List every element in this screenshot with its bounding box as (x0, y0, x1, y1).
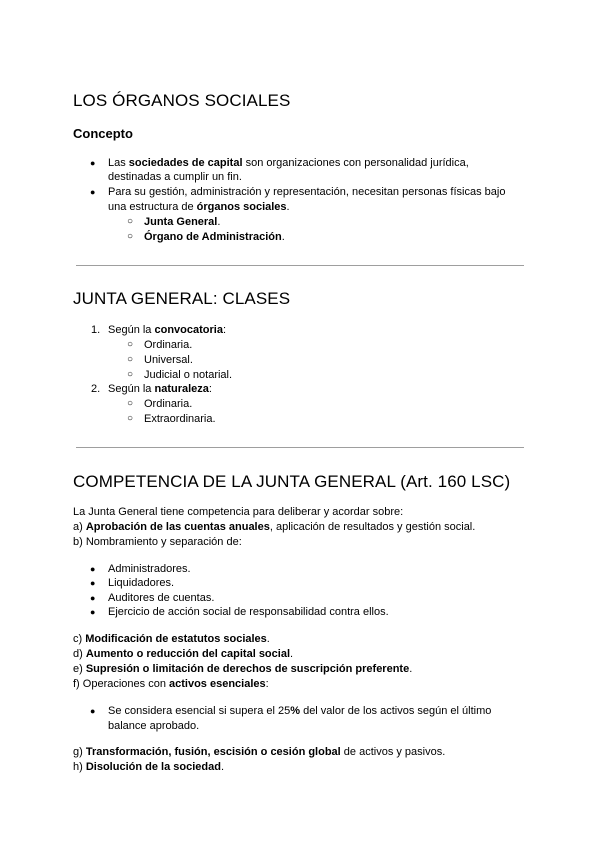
circle-bullet-icon: ○ (127, 216, 134, 227)
list-number: 1. (91, 324, 101, 336)
bullet-icon: ● (90, 158, 96, 168)
list-item: Auditores de cuentas. (108, 592, 215, 604)
horizontal-rule (76, 447, 524, 448)
list-item: Ejercicio de acción social de responsabilidad contra ellos. (108, 606, 389, 618)
sub-list-item: Ordinaria. (144, 398, 193, 410)
circle-bullet-icon: ○ (127, 369, 134, 380)
sub-list-item: Extraordinaria. (144, 413, 216, 425)
bullet-icon: ● (90, 578, 96, 588)
horizontal-rule (76, 265, 524, 266)
sub-list-item: Universal. (144, 354, 193, 366)
paragraph-item-d: d) Aumento o reducción del capital social. (73, 648, 294, 660)
bullet-icon: ● (90, 187, 96, 197)
paragraph-intro: La Junta General tiene competencia para deliberar y acordar sobre: (73, 506, 404, 518)
circle-bullet-icon: ○ (127, 231, 134, 242)
list-item: Se considera esencial si supera el 25% del valor de los activos según el último (108, 705, 492, 717)
circle-bullet-icon: ○ (127, 398, 134, 409)
list-item-continuation: una estructura de órganos sociales. (108, 201, 290, 213)
heading-organos-sociales: LOS ÓRGANOS SOCIALES (73, 91, 291, 110)
heading-competencia-junta-general: COMPETENCIA DE LA JUNTA GENERAL (Art. 160 LSC) (73, 472, 511, 491)
list-item: Según la naturaleza: (108, 383, 212, 395)
bullet-icon: ● (90, 564, 96, 574)
circle-bullet-icon: ○ (127, 339, 134, 350)
list-item: Liquidadores. (108, 577, 175, 589)
circle-bullet-icon: ○ (127, 413, 134, 424)
subheading-concepto: Concepto (73, 126, 133, 141)
list-item: Según la convocatoria: (108, 324, 227, 336)
sub-list-item: Ordinaria. (144, 339, 193, 351)
paragraph-item-a: a) Aprobación de las cuentas anuales, aplicación de resultados y gestión social. (73, 521, 476, 533)
list-item-continuation: balance aprobado. (108, 720, 200, 732)
paragraph-item-b: b) Nombramiento y separación de: (73, 536, 242, 548)
paragraph-item-f: f) Operaciones con activos esenciales: (73, 678, 269, 690)
sub-list-item: Judicial o notarial. (144, 369, 233, 381)
paragraph-item-e: e) Supresión o limitación de derechos de suscripción preferente. (73, 663, 413, 675)
paragraph-item-h: h) Disolución de la sociedad. (73, 761, 224, 773)
sub-list-item: Órgano de Administración. (144, 231, 285, 243)
list-item-continuation: destinadas a cumplir un fin. (108, 171, 242, 183)
list-item: Para su gestión, administración y representación, necesitan personas físicas bajo (108, 186, 506, 198)
bullet-icon: ● (90, 607, 96, 617)
bullet-icon: ● (90, 593, 96, 603)
heading-junta-general-clases: JUNTA GENERAL: CLASES (73, 289, 291, 308)
paragraph-item-g: g) Transformación, fusión, escisión o cesión global de activos y pasivos. (73, 746, 446, 758)
bullet-icon: ● (90, 706, 96, 716)
list-item: Las sociedades de capital son organizaciones con personalidad jurídica, (108, 157, 469, 169)
list-item: Administradores. (108, 563, 191, 575)
list-number: 2. (91, 383, 101, 395)
circle-bullet-icon: ○ (127, 354, 134, 365)
paragraph-item-c: c) Modificación de estatutos sociales. (73, 633, 270, 645)
sub-list-item: Junta General. (144, 216, 221, 228)
